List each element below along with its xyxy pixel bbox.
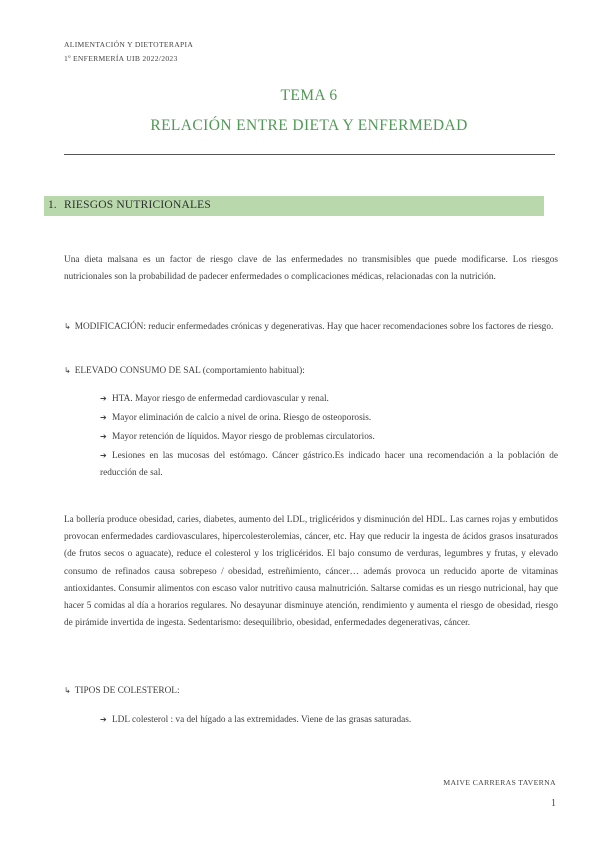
modificacion-text: MODIFICACIÓN: reducir enfermedades crónicas y degenerativas. Hay que hacer recomendaciones sobre los factores de riesgo. bbox=[74, 322, 554, 332]
topic-subtitle: RELACIÓN ENTRE DIETA Y ENFERMEDAD bbox=[150, 117, 468, 134]
section-heading: RIESGOS NUTRICIONALES bbox=[64, 199, 211, 211]
title-divider bbox=[64, 154, 555, 155]
footer-author: MAIVE CARRERAS TAVERNA bbox=[443, 778, 556, 787]
sal-heading bbox=[64, 362, 558, 380]
arrow-right-icon: ➔ bbox=[100, 413, 107, 422]
section-heading-bar bbox=[44, 196, 544, 216]
modificacion-paragraph bbox=[64, 318, 558, 336]
header-course: ALIMENTACIÓN Y DIETOTERAPIA bbox=[64, 40, 194, 49]
colesterol-heading-text: TIPOS DE COLESTEROL: bbox=[74, 686, 180, 696]
intro-paragraph: Una dieta malsana es un factor de riesgo clave de las enfermedades no transmisibles que puede modificarse. Los riesgos nutricionales son la probabilidad de padecer enfermedades o complicaciones médicas, relacionadas con la nutrición. bbox=[64, 255, 558, 283]
topic-title: TEMA 6 bbox=[280, 87, 338, 104]
list-item-text: Mayor retención de líquidos. Mayor riesgo de problemas circulatorios. bbox=[112, 432, 375, 442]
list-item bbox=[100, 447, 558, 482]
arrow-right-icon: ➔ bbox=[100, 432, 107, 441]
header-program: 1º ENFERMERÍA UIB 2022/2023 bbox=[64, 54, 178, 63]
hook-arrow-icon: ↳ bbox=[64, 322, 71, 331]
page-number: 1 bbox=[551, 798, 556, 809]
arrow-right-icon: ➔ bbox=[100, 715, 107, 724]
list-item bbox=[100, 711, 558, 729]
sal-heading-text: ELEVADO CONSUMO DE SAL (comportamiento habitual): bbox=[74, 366, 305, 376]
list-item-text: Lesiones en las mucosas del estómago. Cáncer gástrico.Es indicado hacer una recomendación a la población de reducción de sal. bbox=[100, 451, 558, 479]
arrow-right-icon: ➔ bbox=[100, 394, 107, 403]
list-item-text: HTA. Mayor riesgo de enfermedad cardiovascular y renal. bbox=[112, 394, 329, 404]
list-item bbox=[100, 390, 558, 408]
list-item-text: Mayor eliminación de calcio a nivel de orina. Riesgo de osteoporosis. bbox=[112, 413, 372, 423]
hook-arrow-icon: ↳ bbox=[64, 366, 71, 375]
list-item-text: LDL colesterol : va del hígado a las extremidades. Viene de las grasas saturadas. bbox=[112, 715, 412, 725]
section-number: 1. bbox=[48, 199, 57, 211]
hook-arrow-icon: ↳ bbox=[64, 686, 71, 695]
list-item bbox=[100, 428, 558, 446]
colesterol-heading bbox=[64, 682, 558, 700]
bolleria-paragraph: La bollería produce obesidad, caries, diabetes, aumento del LDL, triglicéridos y disminución del HDL. Las carnes rojas y embutidos provocan enfermedades cardiovasculares, hipercolesterolemias, cáncer, etc. Hay que reducir la ingesta de ácidos grasos insaturados (de frutos secos o aguacate), reduce el colesterol y los triglicéridos. El bajo consumo de verduras, legumbres y frutas, y elevado consumo de refinados causa sobrepeso / obesidad, estreñimiento, cáncer… además provoca un reducido aporte de vitaminas antioxidantes. Consumir alimentos con escaso valor nutritivo causa malnutrición. Saltarse comidas es un riesgo nutricional, hay que hacer 5 comidas al día a horarios regulares. No desayunar disminuye atención, rendimiento y aumenta el riesgo de obesidad, riesgo de pirámide invertida de ingesta. Sedentarismo: desequilibrio, obesidad, enfermedades degenerativas, cáncer. bbox=[64, 515, 558, 629]
list-item bbox=[100, 409, 558, 427]
arrow-right-icon: ➔ bbox=[100, 451, 107, 460]
